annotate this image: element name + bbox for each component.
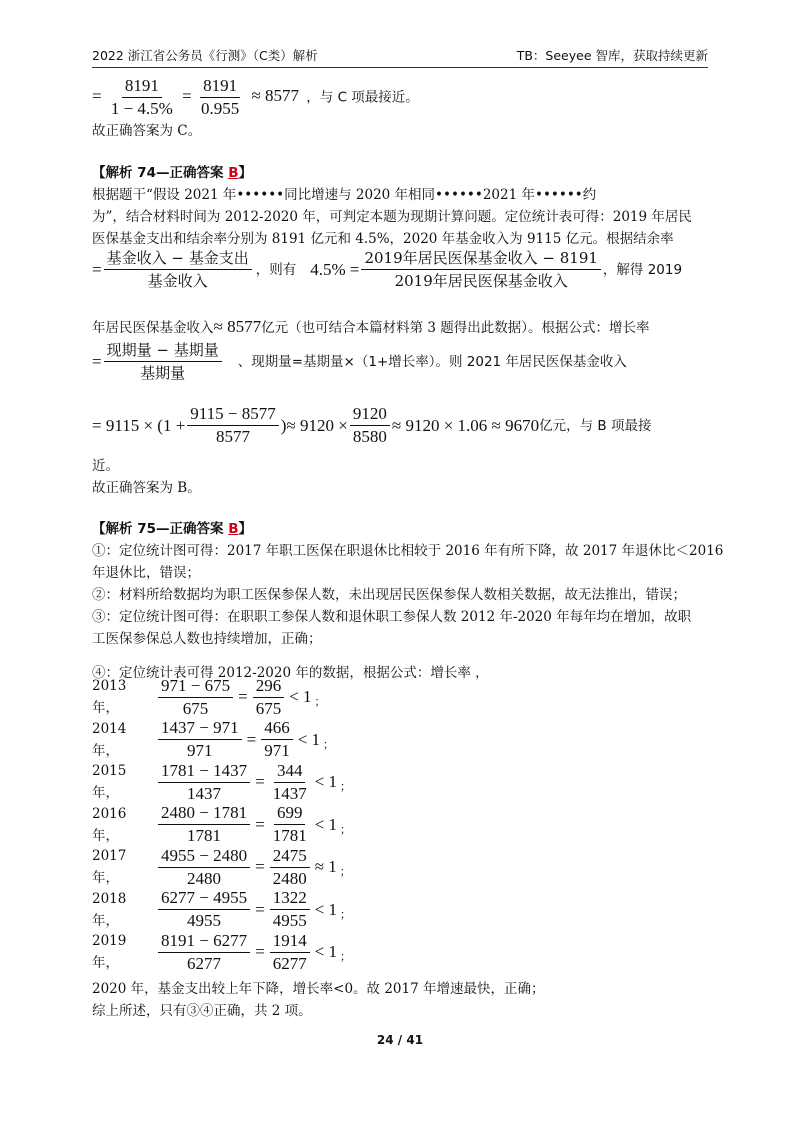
text-segment: 亿元（也可结合本篇材料第 3 题得出此数据）。根据公式：增长率 xyxy=(261,320,650,336)
numerator: 1437 − 971 xyxy=(158,718,242,740)
formula-value: 4.5% = xyxy=(310,259,360,279)
formula-growth-rate xyxy=(92,340,627,383)
q74-answer: 故正确答案为 B。 xyxy=(92,480,201,496)
row-end: ； xyxy=(340,907,352,921)
formula-calculation xyxy=(92,404,651,447)
fraction xyxy=(158,761,250,804)
denominator: 971 xyxy=(264,741,290,760)
growth-rate-row xyxy=(92,846,351,888)
numerator: 2475 xyxy=(270,846,310,868)
formula-surplus-rate xyxy=(92,248,682,291)
fraction xyxy=(253,676,285,719)
row-end: ； xyxy=(314,695,326,708)
formula-text: 、现期量=基期量×（1+增长率）。则 2021 年居民医保基金收入 xyxy=(237,353,627,370)
numerator: 8191 − 6277 xyxy=(158,931,250,953)
fraction xyxy=(270,888,310,931)
numerator: 466 xyxy=(261,718,293,740)
equals-sign: = xyxy=(255,942,265,961)
paragraph-line xyxy=(92,316,650,339)
paragraph-line: 根据题干“假设 2021 年••••••同比增速与 2020 年相同••••••2021 年••••••约 xyxy=(92,187,597,203)
formula-segment: )≈ 9120 × xyxy=(280,415,348,435)
equals-sign: = xyxy=(255,772,265,791)
row-end: ； xyxy=(340,822,352,836)
formula-segment: = 9115 × (1 + xyxy=(92,415,186,435)
denominator: 8580 xyxy=(352,427,387,446)
denominator: 1781 xyxy=(187,826,222,845)
growth-rate-row xyxy=(92,719,334,761)
growth-rate-row xyxy=(92,804,351,846)
numerator: 9120 xyxy=(350,404,390,426)
numerator: 8191 xyxy=(122,76,162,98)
row-end: ； xyxy=(340,780,352,793)
paragraph-line: 工医保参保总人数也持续增加，正确； xyxy=(92,631,322,647)
page-header xyxy=(92,44,708,68)
formula-text: ，解得 2019 xyxy=(602,261,683,278)
numerator: 6277 − 4955 xyxy=(158,888,250,910)
fraction xyxy=(187,404,278,447)
formula-segment: ≈ 9120 × 1.06 ≈ 9670 xyxy=(391,415,540,435)
paragraph-line: ①：定位统计图可得：2017 年职工医保在职退休比相较于 2016 年有所下降，故 2017 年退休比＜2016 xyxy=(92,543,724,559)
equals-sign: = xyxy=(255,857,265,876)
growth-rate-row xyxy=(92,889,351,931)
row-end: ； xyxy=(323,737,335,751)
growth-rate-row xyxy=(92,676,326,718)
growth-rate-list xyxy=(92,676,708,976)
heading-suffix: 】 xyxy=(238,521,252,537)
paragraph-line: 医保基金支出和结余率分别为 8191 亿元和 4.5%，2020 年基金收入为 9115 亿元。根据结余率 xyxy=(92,231,674,247)
numerator: 1781 − 1437 xyxy=(158,761,250,783)
numerator: 基金收入 − 基金支出 xyxy=(104,248,252,270)
equals-sign: = xyxy=(92,351,102,371)
row-year: 2013 年， xyxy=(92,678,127,716)
heading-prefix: 【解析 74—正确答案 xyxy=(92,165,229,181)
denominator: 1437 xyxy=(187,783,222,803)
row-year: 2015 年， xyxy=(92,763,127,801)
q74-heading xyxy=(92,162,252,184)
comparison: < 1 xyxy=(297,729,321,749)
equals-sign: = xyxy=(255,899,265,919)
numerator: 4955 − 2480 xyxy=(158,846,250,868)
denominator: 971 xyxy=(187,741,213,760)
fraction xyxy=(158,888,250,931)
formula-q73 xyxy=(92,76,419,119)
comparison: < 1 xyxy=(314,942,338,961)
page-number: 24 / 41 xyxy=(376,1033,424,1047)
paragraph-line: 2020 年，基金支出较上年下降，增长率<0。故 2017 年增速最快，正确； xyxy=(92,981,545,997)
denominator: 0.955 xyxy=(200,99,240,118)
paragraph-line: 为”，结合材料时间为 2012-2020 年，可判定本题为现期计算问题。定位统计表可得：2019 年居民 xyxy=(92,209,692,225)
denominator: 基金收入 xyxy=(147,272,208,290)
approx-value: ≈ 8577 xyxy=(251,86,300,106)
equals-sign: = xyxy=(92,259,102,279)
denominator: 675 xyxy=(255,698,282,718)
fraction xyxy=(270,803,310,846)
numerator: 699 xyxy=(274,803,306,825)
denominator: 2019年居民医保基金收入 xyxy=(394,272,568,290)
numerator: 344 xyxy=(274,761,306,783)
comparison: < 1 xyxy=(314,899,338,919)
denominator: 4955 xyxy=(272,911,307,930)
row-year: 2018 年， xyxy=(92,890,127,929)
comparison: < 1 xyxy=(289,687,312,706)
numerator: 8191 xyxy=(200,76,240,98)
formula-text: 亿元，与 B 项最接 xyxy=(539,417,652,434)
fraction xyxy=(270,846,310,889)
numerator: 296 xyxy=(253,676,285,698)
fraction xyxy=(158,803,250,846)
row-year: 2017 年， xyxy=(92,848,127,886)
comparison: < 1 xyxy=(314,814,338,834)
paragraph-line: 年退休比，错误； xyxy=(92,565,200,581)
comparison: < 1 xyxy=(314,772,338,791)
formula-tail: ，与 C 项最接近。 xyxy=(306,89,419,106)
heading-suffix: 】 xyxy=(238,165,252,181)
fraction xyxy=(104,248,252,291)
equals-sign: = xyxy=(255,814,265,834)
numerator: 现期量 − 基期量 xyxy=(104,340,222,362)
fraction xyxy=(108,76,176,119)
fraction xyxy=(350,404,390,447)
fraction xyxy=(158,718,242,761)
numerator: 9115 − 8577 xyxy=(187,404,278,426)
numerator: 1914 xyxy=(270,931,310,953)
answer-letter: B xyxy=(228,165,239,181)
fraction xyxy=(158,846,250,889)
row-year: 2016 年， xyxy=(92,805,127,844)
fraction xyxy=(270,931,310,974)
numerator: 971 − 675 xyxy=(158,676,233,698)
paragraph-line: 综上所述，只有③④正确，共 2 项。 xyxy=(92,1003,312,1019)
row-year: 2019 年， xyxy=(92,933,127,971)
denominator: 675 xyxy=(182,698,209,718)
numerator: 1322 xyxy=(270,888,310,910)
fraction xyxy=(104,340,222,383)
header-source: TB：Seeyee 智库，获取持续更新 xyxy=(516,48,708,63)
fraction xyxy=(158,676,233,719)
denominator: 1 − 4.5% xyxy=(110,99,173,118)
text-segment: 年居民医保基金收入 xyxy=(92,320,214,336)
comparison: ≈ 1 xyxy=(314,857,337,876)
denominator: 8577 xyxy=(216,427,251,446)
denominator: 6277 xyxy=(272,953,307,973)
denominator: 1437 xyxy=(272,783,307,803)
fraction xyxy=(158,931,250,974)
equals-sign: = xyxy=(92,86,102,106)
denominator: 2480 xyxy=(272,868,307,888)
equals-sign: = xyxy=(182,86,192,106)
fraction xyxy=(361,248,600,291)
numerator: 2480 − 1781 xyxy=(158,803,250,825)
approx-value: ≈ 8577 xyxy=(213,317,262,336)
q73-answer: 故正确答案为 C。 xyxy=(92,123,202,139)
row-year: 2014 年， xyxy=(92,720,127,759)
denominator: 4955 xyxy=(187,911,222,930)
paragraph-line: ②：材料所给数据均为职工医保参保人数，未出现居民医保参保人数相关数据，故无法推出，错误； xyxy=(92,587,686,603)
paragraph-line: ④：定位统计表可得 2012-2020 年的数据，根据公式：增长率 ， xyxy=(92,665,489,681)
q75-heading xyxy=(92,518,252,540)
heading-prefix: 【解析 75—正确答案 xyxy=(92,521,229,537)
answer-letter: B xyxy=(228,521,239,537)
paragraph-line: 近。 xyxy=(92,458,119,474)
growth-rate-row xyxy=(92,931,351,973)
equals-sign: = xyxy=(246,729,257,749)
row-end: ； xyxy=(340,950,352,963)
growth-rate-row xyxy=(92,761,351,803)
fraction xyxy=(270,761,310,804)
header-title: 2022 浙江省公务员《行测》（C类）解析 xyxy=(92,48,318,63)
row-end: ； xyxy=(339,865,351,878)
denominator: 基期量 xyxy=(140,364,186,382)
equals-sign: = xyxy=(238,687,248,706)
fraction xyxy=(198,76,242,119)
numerator: 2019年居民医保基金收入 − 8191 xyxy=(361,248,600,270)
formula-text: ，则有 xyxy=(255,261,297,278)
denominator: 2480 xyxy=(187,868,222,888)
denominator: 6277 xyxy=(187,953,222,973)
paragraph-line: ③：定位统计图可得：在职职工参保人数和退休职工参保人数 2012 年-2020 年每年均在增加，故职 xyxy=(92,609,692,625)
fraction xyxy=(261,718,293,761)
denominator: 1781 xyxy=(272,826,307,845)
